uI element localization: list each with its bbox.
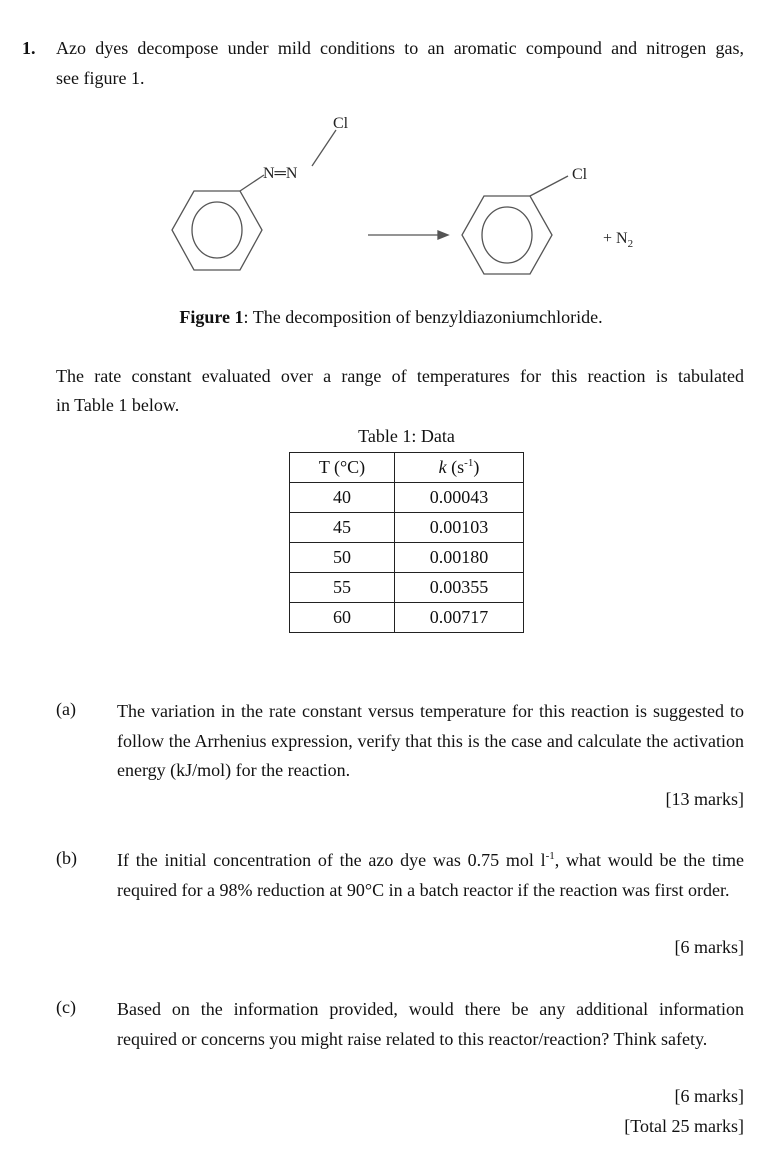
question-number: 1. xyxy=(22,38,36,58)
part-a-marks: [13 marks] xyxy=(665,789,744,809)
cl-label-reactant: Cl xyxy=(333,115,349,132)
part-b-label: (b) xyxy=(56,848,77,868)
table-intro-line-2: in Table 1 below. xyxy=(56,395,180,415)
question-intro-line-2: see figure 1. xyxy=(56,68,145,88)
table-row: 40 0.00043 xyxy=(290,483,524,513)
part-a-label: (a) xyxy=(56,699,76,719)
part-b-marks: [6 marks] xyxy=(674,937,744,957)
reaction-figure xyxy=(140,108,680,298)
benzene-ring-product xyxy=(462,196,552,274)
part-c-label: (c) xyxy=(56,997,76,1017)
cl-label-product: Cl xyxy=(572,166,588,183)
rate-constant-table xyxy=(289,452,524,633)
azo-group-label: N═N xyxy=(263,165,298,182)
table-row: 50 0.00180 xyxy=(290,543,524,573)
header-rate-constant: k $(s^{-1})$ xyxy=(395,453,524,483)
table-row: 45 0.00103 xyxy=(290,513,524,543)
nitrogen-gas-label: + $N_2$ xyxy=(603,230,634,250)
table-header-row xyxy=(290,453,524,483)
table-intro-line-1: The rate constant evaluated over a range of temperatures for this reaction is tabulated xyxy=(56,366,744,386)
part-c-marks: [6 marks] xyxy=(674,1086,744,1106)
question-intro-line-1: Azo dyes decompose under mild conditions to an aromatic compound and nitrogen gas, xyxy=(56,38,744,58)
part-a-text: The variation in the rate constant versus temperature for this reaction is suggested to follow the Arrhenius expression, verify that this is the case and calculate the activation energy (kJ/mol) for the reaction. xyxy=(117,701,744,780)
table-row: 60 0.00717 xyxy=(290,603,524,633)
header-temperature: T (°C) xyxy=(290,453,395,483)
total-marks: [Total 25 marks] xyxy=(624,1116,744,1136)
table-row: 55 0.00355 xyxy=(290,573,524,603)
part-c-text: Based on the information provided, would there be any additional information required or concerns you might raise related to this reactor/reaction? Think safety. xyxy=(117,999,744,1049)
figure-caption: Figure 1: The decomposition of benzyldiazoniumchloride. xyxy=(179,307,603,327)
table-caption: Table 1: Data xyxy=(358,426,455,446)
part-b-text: If the initial concentration of the azo dye was 0.75 mol $l^{-1}$, what would be the time required for a 98% reduction at 90°C in a batch reactor if the reaction was first order. xyxy=(117,850,745,900)
